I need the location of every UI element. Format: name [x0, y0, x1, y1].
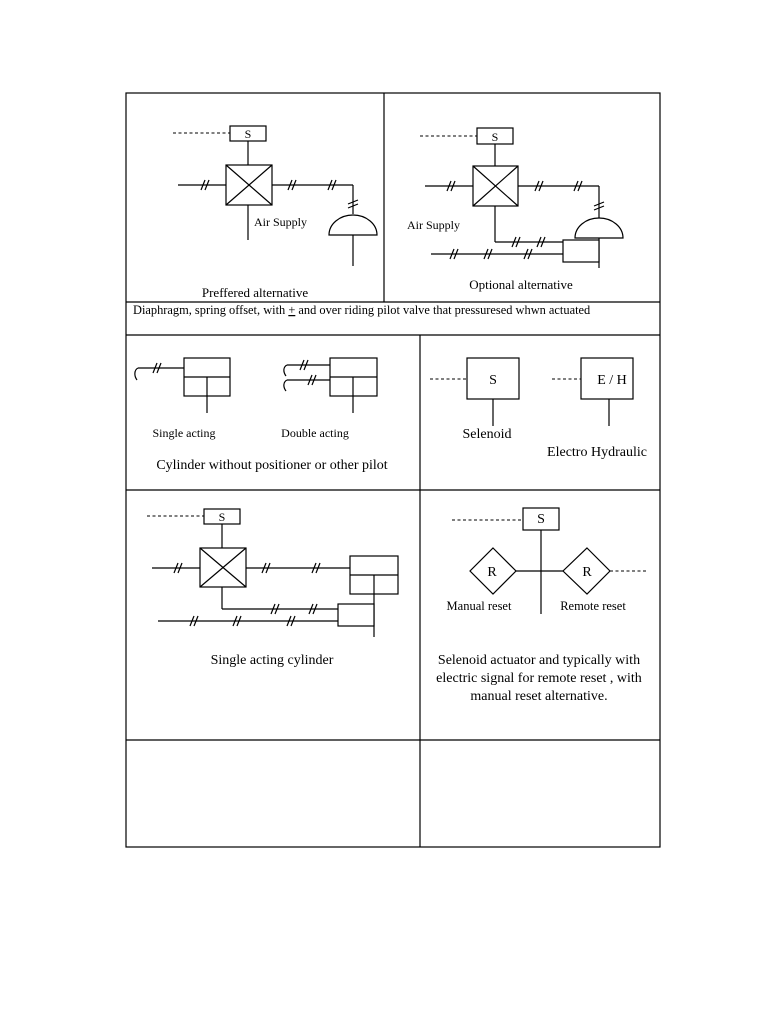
caption-line-3: manual reset alternative. — [470, 689, 608, 704]
reset-panel — [436, 508, 648, 704]
description-text: Diaphragm, spring offset, with + and over riding pilot valve that pressuresed whwn actuated — [133, 303, 591, 317]
double-acting-cylinder — [284, 358, 377, 413]
panel-caption: Single acting cylinder — [210, 653, 334, 668]
solenoid-label: Selenoid — [462, 427, 512, 442]
pilot-valve-box — [338, 604, 374, 626]
electro-hydraulic-label: Electro Hydraulic — [547, 445, 647, 460]
remote-reset-label: Remote reset — [560, 599, 626, 613]
solenoid-label: S — [218, 510, 226, 524]
pilot-valve-box — [563, 240, 599, 262]
solenoid-label: S — [537, 512, 545, 527]
preferred-alternative-panel — [173, 126, 377, 300]
manual-reset-label: Manual reset — [446, 599, 512, 613]
double-acting-label: Double acting — [281, 426, 349, 440]
remote-reset-symbol: R — [582, 565, 592, 580]
caption-line-1: Selenoid actuator and typically with — [437, 653, 641, 668]
description-row — [133, 303, 591, 317]
cylinders-panel — [135, 358, 388, 473]
air-supply-label: Air Supply — [407, 218, 461, 232]
solenoid-label: S — [491, 130, 499, 144]
panel-caption: Preffered alternative — [201, 285, 309, 300]
single-acting-label: Single acting — [152, 426, 216, 440]
optional-alternative-panel — [407, 128, 623, 292]
electro-hydraulic-symbol: E / H — [597, 373, 627, 388]
valve-symbol — [473, 166, 518, 206]
single-acting-cylinder — [135, 358, 230, 413]
air-supply-label: Air Supply — [254, 215, 308, 229]
solenoid-label: S — [244, 127, 252, 141]
valve-symbol — [200, 548, 246, 587]
manual-reset-symbol: R — [487, 565, 497, 580]
valve-symbol — [226, 165, 272, 205]
panel-caption: Optional alternative — [469, 277, 573, 292]
single-acting-cylinder-panel — [147, 509, 398, 668]
caption-line-2: electric signal for remote reset , with — [436, 671, 642, 686]
solenoid-symbol: S — [489, 373, 497, 388]
panel-caption: Cylinder without positioner or other pilot — [156, 458, 388, 473]
diaphragm-actuator — [329, 215, 377, 266]
actuator-types-panel — [430, 358, 647, 460]
